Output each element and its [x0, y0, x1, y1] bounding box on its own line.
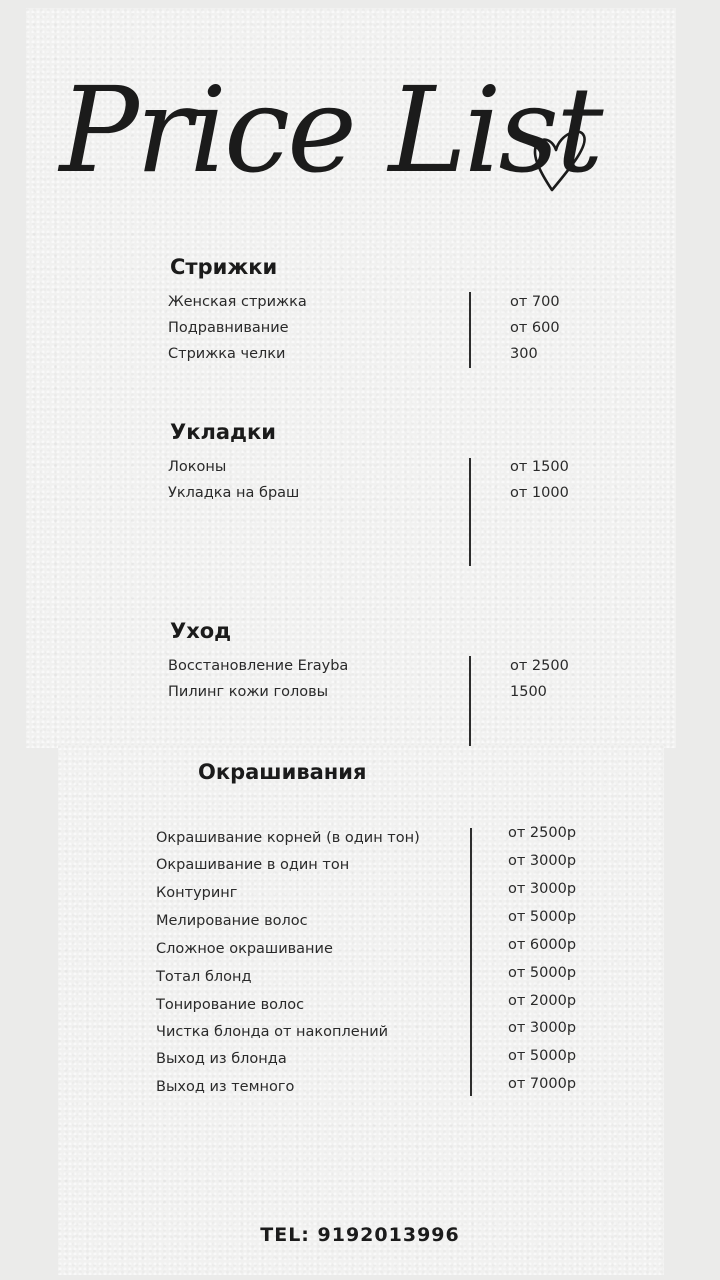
divider-care	[469, 656, 471, 746]
service-price: 1500	[510, 684, 547, 700]
service-name: Стрижка челки	[168, 346, 286, 362]
service-name: Тотал блонд	[156, 969, 252, 985]
service-name: Окрашивание корней (в один тон)	[156, 830, 420, 846]
section-title-styling: Укладки	[170, 420, 276, 444]
service-name: Выход из блонда	[156, 1051, 287, 1067]
service-price: от 5000р	[508, 909, 577, 925]
service-price: от 2500	[510, 658, 569, 674]
section-title-haircuts: Стрижки	[170, 255, 278, 279]
divider-haircuts	[469, 292, 471, 368]
service-name: Сложное окрашивание	[156, 941, 333, 957]
service-name: Подравнивание	[168, 320, 289, 336]
service-price: 300	[510, 346, 538, 362]
service-price: от 600	[510, 320, 560, 336]
page-title: Price List	[59, 61, 601, 199]
service-name: Женская стрижка	[168, 294, 307, 310]
service-name: Выход из темного	[156, 1079, 295, 1095]
service-name: Тонирование волос	[156, 997, 305, 1013]
service-name: Контуринг	[156, 885, 238, 901]
divider-styling	[469, 458, 471, 566]
service-name: Пилинг кожи головы	[168, 684, 329, 700]
service-price: от 700	[510, 294, 560, 310]
service-price: от 3000р	[508, 1020, 577, 1036]
service-price: от 2000р	[508, 993, 577, 1009]
service-name: Укладка на браш	[168, 485, 300, 501]
section-title-care: Уход	[170, 619, 232, 643]
service-price: от 3000р	[508, 881, 577, 897]
service-price: от 2500р	[508, 825, 577, 841]
service-name: Чистка блонда от накоплений	[156, 1024, 389, 1040]
service-price: от 3000р	[508, 853, 577, 869]
service-price: от 1500	[510, 459, 569, 475]
service-name: Мелирование волос	[156, 913, 308, 929]
service-price: от 5000р	[508, 1048, 577, 1064]
service-price: от 7000р	[508, 1076, 577, 1092]
divider-coloring	[470, 828, 472, 1096]
contact-phone: TEL: 9192013996	[260, 1224, 460, 1246]
service-name: Восстановление Erayba	[168, 658, 349, 674]
service-price: от 6000р	[508, 937, 577, 953]
service-name: Локоны	[168, 459, 227, 475]
service-name: Окрашивание в один тон	[156, 857, 350, 873]
heart-icon	[530, 112, 590, 192]
service-price: от 1000	[510, 485, 569, 501]
service-price: от 5000р	[508, 965, 577, 981]
section-title-coloring: Окрашивания	[198, 760, 367, 784]
